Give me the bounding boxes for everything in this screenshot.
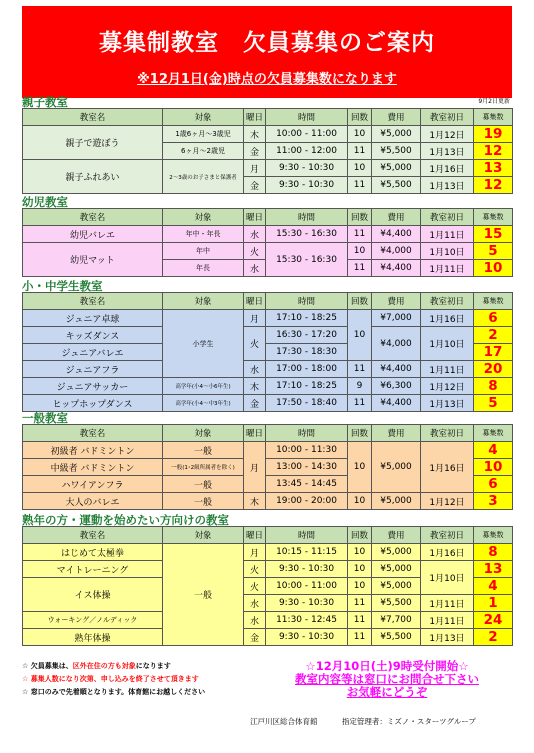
vacancy-count: 20	[474, 361, 513, 378]
col-times: 回数	[348, 109, 372, 126]
section-title-seniors: 熟年の方・運動を始めたい方向けの教室	[22, 513, 229, 527]
col-count: 募集数	[474, 293, 513, 310]
times: 11	[348, 612, 372, 629]
time: 15:30 - 16:30	[266, 226, 348, 243]
col-fee: 費用	[372, 109, 421, 126]
time: 11:00 - 12:00	[266, 143, 348, 160]
class-name: 大人のバレエ	[23, 493, 163, 510]
start-date: 1月11日	[421, 226, 474, 243]
time: 10:00 - 11:30	[266, 442, 348, 459]
day: 金	[244, 143, 266, 160]
target: 2～3歳のお子さまと保護者	[163, 160, 244, 194]
col-fee: 費用	[372, 293, 421, 310]
class-name: 幼児マット	[23, 243, 163, 277]
target: 一般	[163, 442, 244, 459]
col-target: 対象	[163, 293, 244, 310]
start-date: 1月11日	[421, 595, 474, 612]
day: 金	[244, 395, 266, 412]
vacancy-count: 13	[474, 160, 513, 177]
col-target: 対象	[163, 425, 244, 442]
start-date: 1月11日	[421, 612, 474, 629]
class-name: ジュニアフラ	[23, 361, 163, 378]
class-name: イス体操	[23, 578, 163, 612]
col-day: 曜日	[244, 527, 266, 544]
class-name: ハワイアンフラ	[23, 476, 163, 493]
fee: ¥5,000	[372, 578, 421, 595]
class-name: ウォーキング／ノルディック	[23, 612, 163, 629]
vacancy-count: 10	[474, 459, 513, 476]
target: 高学年(小4～小6年生)	[163, 378, 244, 395]
col-time: 時間	[266, 425, 348, 442]
table-row	[23, 561, 513, 578]
time: 9:30 - 10:30	[266, 561, 348, 578]
table-row	[23, 327, 513, 344]
announcement-line-3: お気軽にどうぞ	[346, 685, 428, 699]
class-name: 親子で遊ぼう	[23, 126, 163, 160]
vacancy-count: 8	[474, 378, 513, 395]
vacancy-count: 24	[474, 612, 513, 629]
vacancy-count: 1	[474, 595, 513, 612]
fee: ¥5,500	[372, 629, 421, 646]
table-row	[23, 493, 513, 510]
day: 月	[244, 544, 266, 561]
class-name: 熟年体操	[23, 629, 163, 646]
class-name: 親子ふれあい	[23, 160, 163, 194]
page-title: 募集制教室 欠員募集のご案内	[99, 30, 435, 56]
times: 11	[348, 361, 372, 378]
col-time: 時間	[266, 209, 348, 226]
target: 6ヶ月～2歳児	[163, 143, 244, 160]
col-target: 対象	[163, 209, 244, 226]
fee: ¥7,700	[372, 612, 421, 629]
section-title-preschool: 幼児教室	[22, 195, 68, 209]
table-general	[22, 424, 513, 510]
col-times: 回数	[348, 527, 372, 544]
target: 年中	[163, 243, 244, 260]
start-date: 1月12日	[421, 493, 474, 510]
col-times: 回数	[348, 425, 372, 442]
col-times: 回数	[348, 293, 372, 310]
table-row	[23, 378, 513, 395]
start-date: 1月16日	[421, 160, 474, 177]
section-title-students: 小・中学生教室	[22, 279, 103, 293]
note-3: ☆ 窓口のみで先着順となります。体育館にお越しください	[22, 688, 206, 696]
class-name: 初級者 バドミントン	[23, 442, 163, 459]
time: 10:00 - 11:00	[266, 126, 348, 143]
table-row	[23, 395, 513, 412]
times: 10	[348, 160, 372, 177]
fee: ¥4,400	[372, 226, 421, 243]
day: 木	[244, 378, 266, 395]
col-name: 教室名	[23, 527, 163, 544]
col-day: 曜日	[244, 209, 266, 226]
fee: ¥5,000	[372, 493, 421, 510]
time: 17:50 - 18:40	[266, 395, 348, 412]
target: 一般(1･2級所属者を除く)	[163, 459, 244, 476]
fee: ¥5,000	[372, 442, 421, 493]
col-times: 回数	[348, 209, 372, 226]
vacancy-count: 3	[474, 493, 513, 510]
target: 一般	[163, 544, 244, 646]
class-name: はじめて太極拳	[23, 544, 163, 561]
announcement-line-1: ☆12月10日(土)9時受付開始☆	[305, 659, 469, 673]
table-row	[23, 226, 513, 243]
target: 一般	[163, 476, 244, 493]
fee: ¥5,500	[372, 143, 421, 160]
day: 火	[244, 327, 266, 361]
header-banner	[22, 6, 512, 98]
fee: ¥6,300	[372, 378, 421, 395]
class-name: マイトレーニング	[23, 561, 163, 578]
col-name: 教室名	[23, 293, 163, 310]
day: 木	[244, 493, 266, 510]
page-subtitle: ※12月1日(金)時点の欠員募集数になります	[137, 72, 397, 87]
time: 10:15 - 11:15	[266, 544, 348, 561]
time: 15:30 - 16:30	[266, 243, 348, 277]
col-start: 教室初日	[421, 109, 474, 126]
target: 1歳6ヶ月～3歳児	[163, 126, 244, 143]
table-header-row	[23, 209, 513, 226]
day: 水	[244, 260, 266, 277]
time: 17:10 - 18:25	[266, 378, 348, 395]
start-date: 1月11日	[421, 361, 474, 378]
table-seniors	[22, 526, 513, 646]
times: 10	[348, 561, 372, 578]
vacancy-count: 12	[474, 143, 513, 160]
vacancy-count: 4	[474, 442, 513, 459]
vacancy-count: 2	[474, 327, 513, 344]
table-header-row	[23, 109, 513, 126]
time: 9:30 - 10:30	[266, 629, 348, 646]
class-name: キッズダンス	[23, 327, 163, 344]
fee: ¥5,000	[372, 126, 421, 143]
manager-name: 指定管理者：ミズノ・スターツグループ	[341, 717, 476, 726]
vacancy-count: 2	[474, 629, 513, 646]
col-time: 時間	[266, 109, 348, 126]
col-name: 教室名	[23, 109, 163, 126]
start-date: 1月13日	[421, 143, 474, 160]
col-name: 教室名	[23, 209, 163, 226]
note-1-tail: になります	[135, 662, 171, 670]
start-date: 1月10日	[421, 327, 474, 361]
table-row	[23, 126, 513, 143]
col-start: 教室初日	[421, 527, 474, 544]
day: 月	[244, 160, 266, 177]
vacancy-count: 17	[474, 344, 513, 361]
fee: ¥4,400	[372, 395, 421, 412]
start-date: 1月12日	[421, 126, 474, 143]
day: 月	[244, 310, 266, 327]
section-title-general: 一般教室	[22, 411, 68, 425]
col-count: 募集数	[474, 425, 513, 442]
fee: ¥4,000	[372, 243, 421, 260]
class-name: ヒップホップダンス	[23, 395, 163, 412]
note-1	[22, 660, 205, 673]
notes	[22, 660, 205, 699]
col-target: 対象	[163, 109, 244, 126]
target: 一般	[163, 493, 244, 510]
col-start: 教室初日	[421, 293, 474, 310]
footer	[250, 716, 476, 727]
table-row	[23, 361, 513, 378]
time: 17:10 - 18:25	[266, 310, 348, 327]
time: 9:30 - 10:30	[266, 160, 348, 177]
table-parent-child	[22, 108, 513, 194]
target: 年長	[163, 260, 244, 277]
fee: ¥4,400	[372, 260, 421, 277]
time: 13:00 - 14:30	[266, 459, 348, 476]
day: 月	[244, 442, 266, 493]
time: 9:30 - 10:30	[266, 177, 348, 194]
time: 11:30 - 12:45	[266, 612, 348, 629]
col-day: 曜日	[244, 293, 266, 310]
vacancy-count: 6	[474, 476, 513, 493]
class-name: 幼児バレエ	[23, 226, 163, 243]
day: 木	[244, 126, 266, 143]
col-time: 時間	[266, 527, 348, 544]
class-name: ジュニアバレエ	[23, 344, 163, 361]
times: 10	[348, 310, 372, 361]
start-date: 1月16日	[421, 544, 474, 561]
times: 9	[348, 378, 372, 395]
start-date: 1月13日	[421, 395, 474, 412]
table-row	[23, 310, 513, 327]
table-row	[23, 160, 513, 177]
day: 水	[244, 361, 266, 378]
class-name: ジュニアサッカー	[23, 378, 163, 395]
time: 19:00 - 20:00	[266, 493, 348, 510]
times: 11	[348, 177, 372, 194]
times: 11	[348, 395, 372, 412]
col-count: 募集数	[474, 209, 513, 226]
vacancy-count: 19	[474, 126, 513, 143]
times: 10	[348, 578, 372, 595]
fee: ¥5,500	[372, 177, 421, 194]
table-row	[23, 629, 513, 646]
day: 金	[244, 177, 266, 194]
updated-date: 9月2日更新	[478, 98, 510, 105]
vacancy-count: 6	[474, 310, 513, 327]
time: 17:00 - 18:00	[266, 361, 348, 378]
col-name: 教室名	[23, 425, 163, 442]
announcement	[262, 660, 512, 699]
vacancy-count: 12	[474, 177, 513, 194]
note-1-highlight: 区外在住の方も対象	[72, 662, 136, 670]
time: 13:45 - 14:45	[266, 476, 348, 493]
start-date: 1月12日	[421, 378, 474, 395]
start-date: 1月11日	[421, 260, 474, 277]
fee: ¥4,400	[372, 361, 421, 378]
times: 11	[348, 226, 372, 243]
day: 金	[244, 629, 266, 646]
target: 年中・年長	[163, 226, 244, 243]
target: 高学年(小4～中3年生)	[163, 395, 244, 412]
start-date: 1月16日	[421, 310, 474, 327]
fee: ¥5,000	[372, 561, 421, 578]
fee: ¥5,500	[372, 595, 421, 612]
times: 10	[348, 442, 372, 493]
vacancy-count: 5	[474, 243, 513, 260]
times: 10	[348, 243, 372, 260]
col-target: 対象	[163, 527, 244, 544]
time: 16:30 - 17:20	[266, 327, 348, 344]
day: 水	[244, 595, 266, 612]
table-row	[23, 442, 513, 459]
note-1-text: ☆ 欠員募集は、	[22, 662, 73, 670]
section-title-parent-child: 親子教室	[22, 95, 68, 109]
col-fee: 費用	[372, 527, 421, 544]
vacancy-count: 8	[474, 544, 513, 561]
times: 11	[348, 260, 372, 277]
vacancy-count: 4	[474, 578, 513, 595]
time: 9:30 - 10:30	[266, 595, 348, 612]
fee: ¥4,000	[372, 327, 421, 361]
times: 11	[348, 629, 372, 646]
col-fee: 費用	[372, 209, 421, 226]
table-header-row	[23, 527, 513, 544]
col-start: 教室初日	[421, 209, 474, 226]
times: 10	[348, 544, 372, 561]
times: 11	[348, 595, 372, 612]
venue-name: 江戸川区総合体育館	[250, 717, 318, 726]
vacancy-count: 13	[474, 561, 513, 578]
times: 10	[348, 126, 372, 143]
table-preschool	[22, 208, 513, 277]
start-date: 1月13日	[421, 177, 474, 194]
col-count: 募集数	[474, 527, 513, 544]
day: 火	[244, 578, 266, 595]
col-day: 曜日	[244, 109, 266, 126]
col-fee: 費用	[372, 425, 421, 442]
times: 11	[348, 143, 372, 160]
col-day: 曜日	[244, 425, 266, 442]
note-2: ☆ 募集人数になり次第、申し込みを終了させて頂きます	[22, 675, 199, 683]
table-header-row	[23, 425, 513, 442]
fee: ¥5,000	[372, 160, 421, 177]
start-date: 1月10日	[421, 243, 474, 260]
start-date: 1月10日	[421, 561, 474, 595]
announcement-line-2: 教室内容等は窓口にお問合せ下さい	[295, 672, 479, 686]
day: 水	[244, 226, 266, 243]
vacancy-count: 15	[474, 226, 513, 243]
table-row	[23, 544, 513, 561]
start-date: 1月16日	[421, 442, 474, 493]
target: 小学生	[163, 310, 244, 378]
table-students	[22, 292, 513, 412]
class-name: ジュニア卓球	[23, 310, 163, 327]
class-name: 中級者 バドミントン	[23, 459, 163, 476]
day: 火	[244, 561, 266, 578]
time: 17:30 - 18:30	[266, 344, 348, 361]
vacancy-count: 10	[474, 260, 513, 277]
col-count: 募集数	[474, 109, 513, 126]
day: 火	[244, 243, 266, 260]
table-row	[23, 243, 513, 260]
col-start: 教室初日	[421, 425, 474, 442]
day: 水	[244, 612, 266, 629]
table-row	[23, 612, 513, 629]
fee: ¥7,000	[372, 310, 421, 327]
table-header-row	[23, 293, 513, 310]
start-date: 1月13日	[421, 629, 474, 646]
col-time: 時間	[266, 293, 348, 310]
times: 10	[348, 493, 372, 510]
vacancy-count: 5	[474, 395, 513, 412]
fee: ¥5,000	[372, 544, 421, 561]
time: 10:00 - 11:00	[266, 578, 348, 595]
